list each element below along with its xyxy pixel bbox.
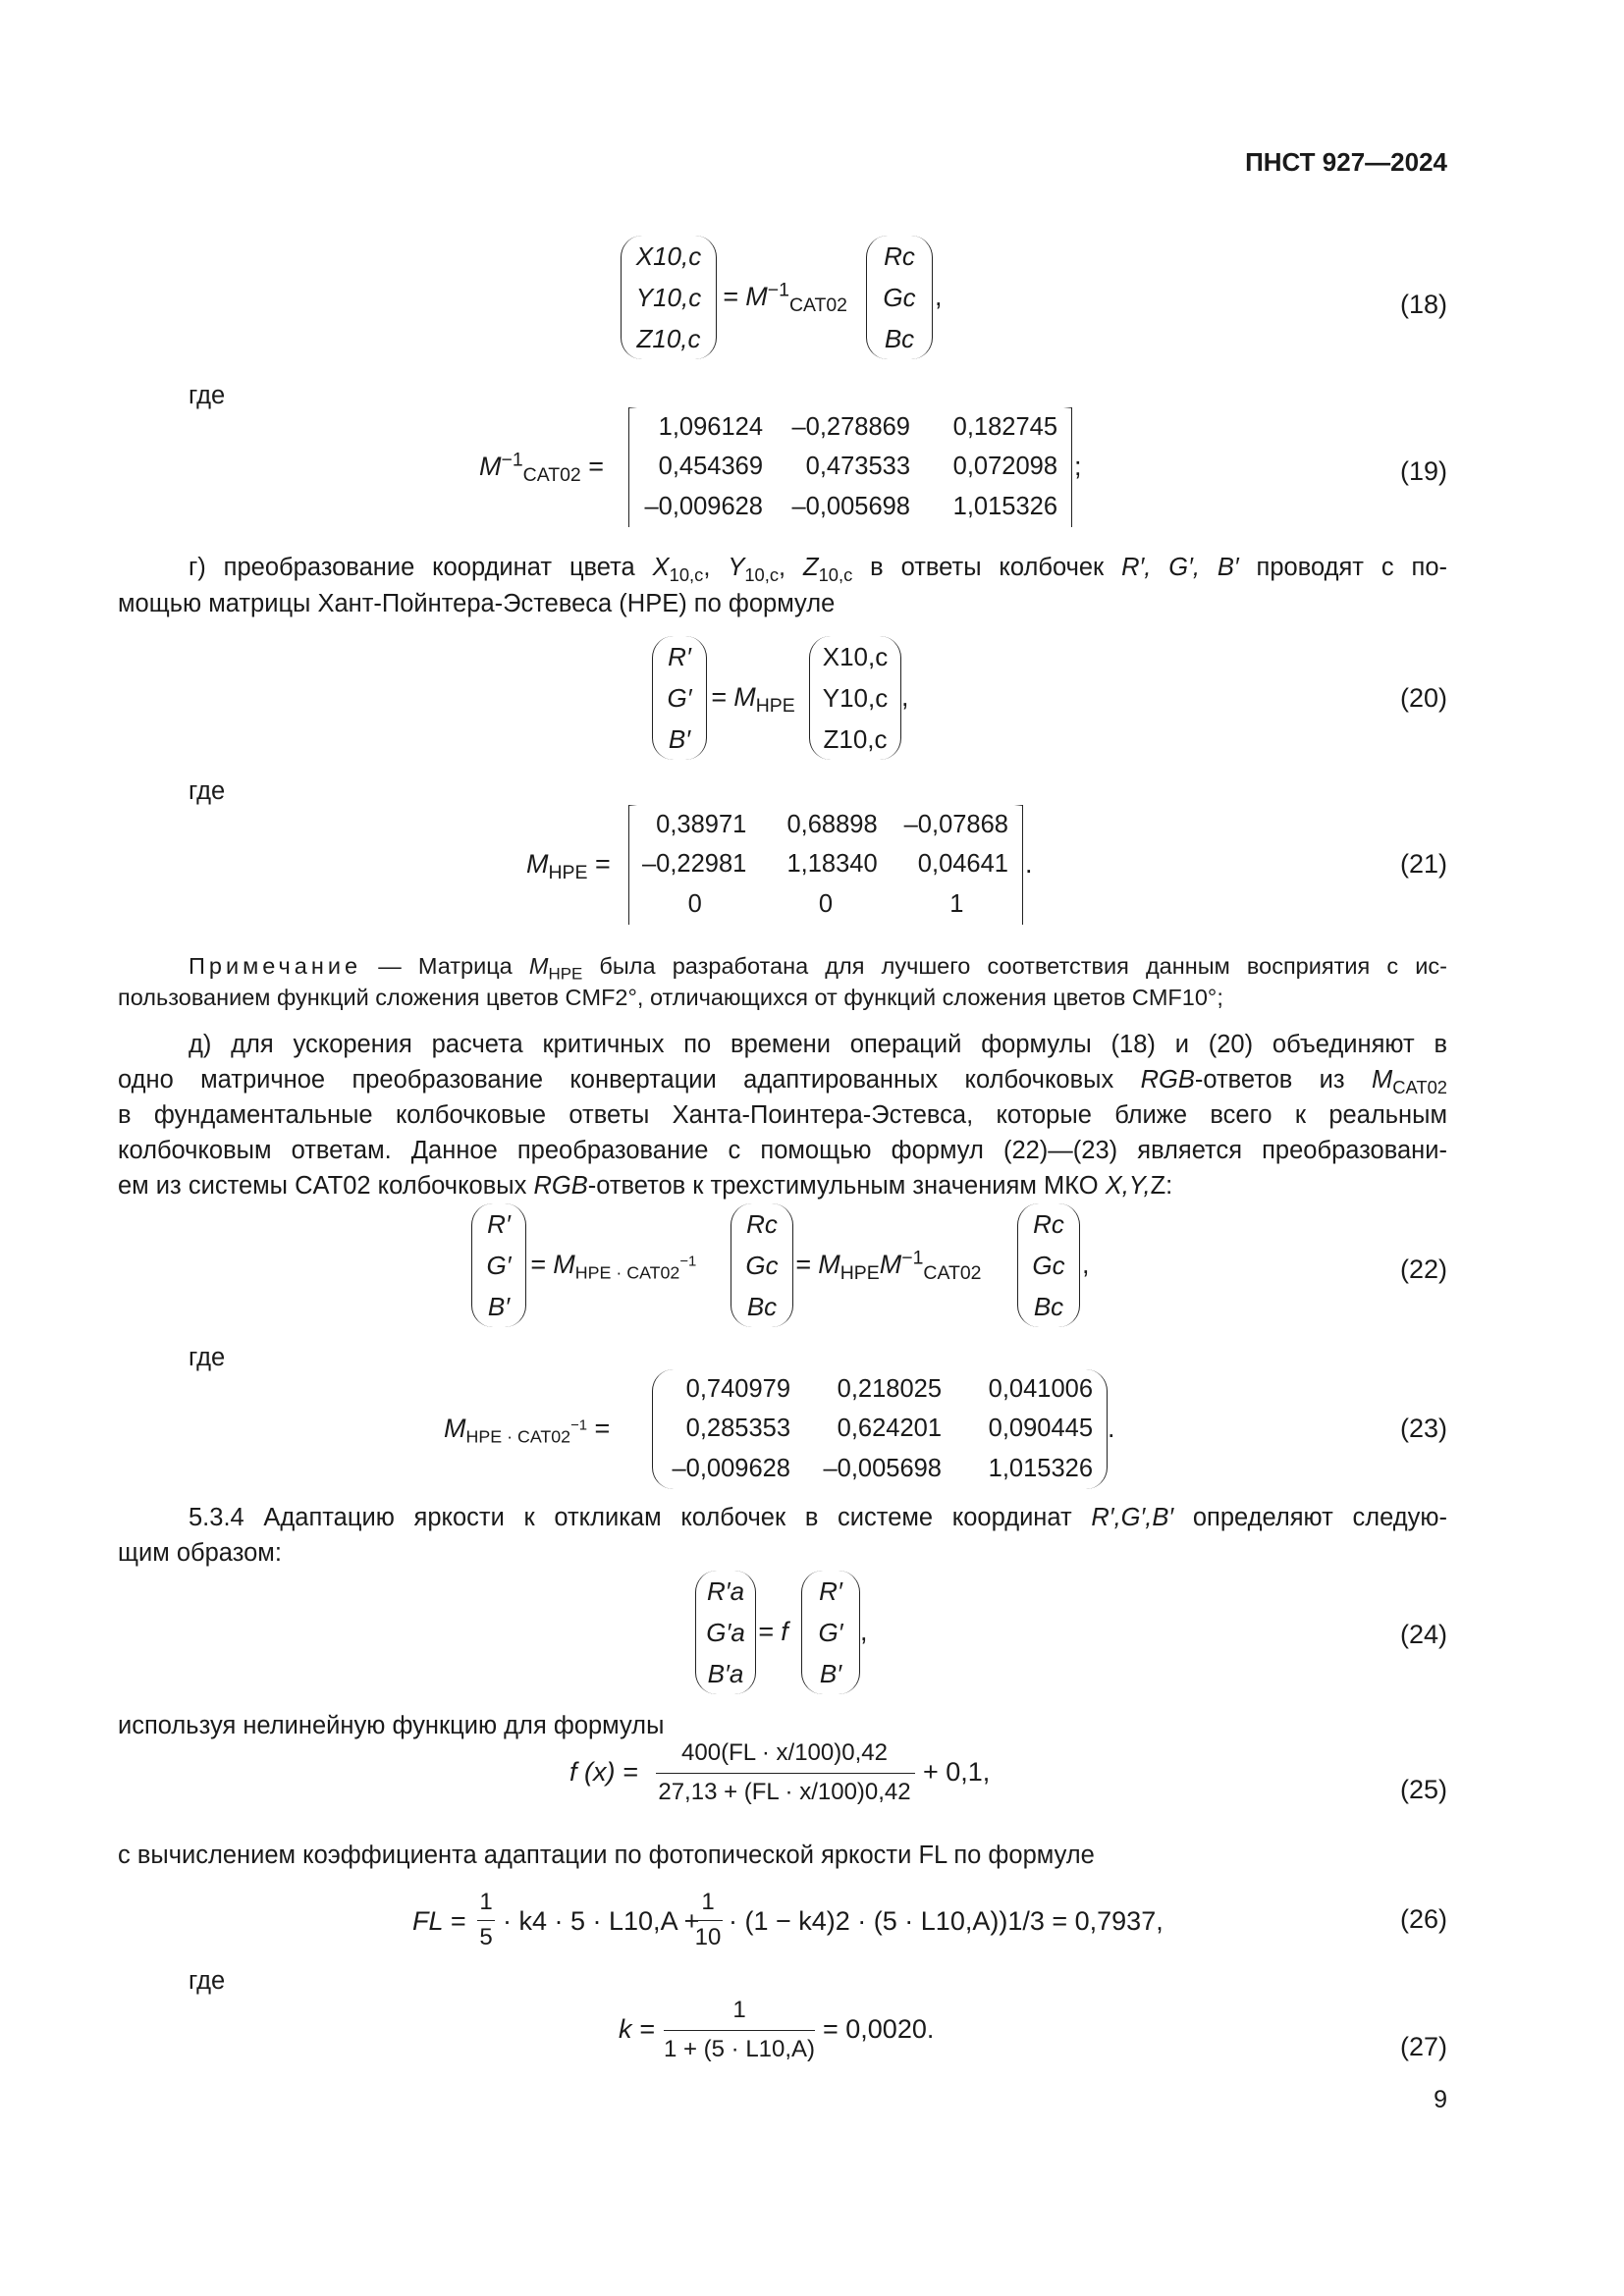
paragraph-g: г) преобразование координат цвета $X_{10,c}$, $Y_{10,c}$, $Z_{10,c}$ в ответы колбочек R′, G′, B′ проводят с по- [189, 554, 1447, 585]
eq18-lhs-vector: X10,c Y10,c Z10,c [621, 236, 717, 359]
label-where: где [189, 777, 226, 805]
eq20-lhs-vector: R′ G′ B′ [652, 636, 707, 760]
equation-23: $M_{HPE \cdot CAT02}^{-1}$ = 0,740979 0,218025 0,041006 0,285353 0,624201 0,090445 –0,009628 –0,005698 1,015326 . (23) [0, 1369, 1624, 1492]
eq27-denominator: 1 + (5 · L10,A) [663, 2036, 816, 2062]
equation-24: R′a G′a B′a = f R′ G′ B′ , (24) [0, 1571, 1624, 1698]
eq19-matrix: 1,096124 –0,278869 0,182745 0,454369 0,473533 0,072098 –0,009628 –0,005698 1,015326 [628, 407, 1072, 527]
equation-number: (18) [1399, 290, 1447, 319]
equation-27: k = 1 1 + (5 · L10,A) = 0,0020. (27) [619, 1997, 1447, 2062]
equation-number: (23) [1399, 1414, 1447, 1443]
eq21-matrix: 0,38971 0,68898 –0,07868 –0,22981 1,18340 0,04641 0 0 1 [628, 805, 1023, 925]
equation-21: $M_{HPE}$ = 0,38971 0,68898 –0,07868 –0,22981 1,18340 0,04641 0 0 1 . (21) [0, 805, 1624, 928]
eq25-numerator: 400(FL · x/100)0,42 [681, 1739, 888, 1766]
equation-number: (24) [1399, 1620, 1447, 1649]
eq18-rhs-vector: Rc Gc Bc [866, 236, 933, 359]
eq25-denominator: 27,13 + (FL · x/100)0,42 [658, 1779, 911, 1805]
document-header: ПНСТ 927—2024 [1245, 147, 1447, 177]
label-where: где [189, 1967, 226, 1995]
equation-20: R′ G′ B′ = $M_{HPE}$ X10,c Y10,c Z10,c , (20) [0, 636, 1624, 764]
text-coefficient: с вычислением коэффициента адаптации по фотопической яркости FL по формуле [118, 1842, 1095, 1869]
paragraph-d-line3: в фундаментальные колбочковые ответы Ханта-Поинтера-Эстевса, которые ближе всего к реальным [118, 1101, 1447, 1129]
text-nonlinear: используя нелинейную функцию для формулы [118, 1712, 665, 1739]
equation-22: R′ G′ B′ = $M_{HPE \cdot CAT02}^{-1}$ Rc Gc Bc = $M_{HPE}M^{-1}_{CAT02}$ Rc Gc Bc , (22) [0, 1203, 1624, 1331]
eq20-rhs-vector: X10,c Y10,c Z10,c [809, 636, 901, 760]
equation-18: X10,c Y10,c Z10,c = $M^{-1}_{CAT02}$ Rc Gc Bc , (18) [0, 236, 1624, 363]
paragraph-d-line4: колбочковым ответам. Данное преобразование с помощью формул (22)—(23) является преобразовани- [118, 1137, 1447, 1164]
eq22-lhs-vector: R′ G′ B′ [471, 1203, 526, 1327]
note-line1: Примечание — Матрица $M_{HPE}$ была разработана для лучшего соответствия данным восприятия с ис- [189, 953, 1447, 984]
equation-number: (26) [1399, 1904, 1447, 1934]
paragraph-d-line1: д) для ускорения расчета критичных по времени операций формулы (18) и (20) объединяют в [189, 1031, 1447, 1058]
equation-19: $M^{-1}_{CAT02}$ = 1,096124 –0,278869 0,182745 0,454369 0,473533 0,072098 –0,009628 –0,005698 1,015326 ; (19) [0, 407, 1624, 530]
eq18-operator: = M [723, 282, 768, 311]
equation-number: (22) [1399, 1255, 1447, 1284]
label-where: где [189, 1344, 226, 1371]
paragraph-d-line5: ем из системы CAT02 колбочковых RGB-ответов к трехстимульным значениям МКО X,Y,Z: [118, 1172, 1173, 1200]
paragraph-g-line2: мощью матрицы Хант-Пойнтера-Эстевеса (HPE) по формуле [118, 590, 836, 617]
label-where: где [189, 382, 226, 409]
equation-number: (25) [1399, 1775, 1447, 1804]
equation-25: f (x) = 400(FL · x/100)0,42 27,13 + (FL · x/100)0,42 + 0,1, (25) [569, 1739, 1447, 1805]
eq23-matrix: 0,740979 0,218025 0,041006 0,285353 0,624201 0,090445 –0,009628 –0,005698 1,015326 [652, 1369, 1108, 1489]
eq24-lhs-vector: R′a G′a B′a [695, 1571, 756, 1694]
paragraph-d-line2: одно матричное преобразование конвертации адаптированных колбочковых RGB-ответов из $M_{CAT02}$ [118, 1066, 1447, 1097]
equation-number: (27) [1399, 2032, 1447, 2061]
equation-26: FL = 1 5 · k4 · 5 · L10,A + 1 10 · (1 − k4)2 · (5 · L10,A))1/3 = 0,7937, (26) [412, 1889, 1447, 1950]
eq27-numerator: 1 [732, 1997, 746, 2023]
equation-number: (21) [1399, 849, 1447, 879]
note-line2: пользованием функций сложения цветов CMF2°, отличающихся от функций сложения цветов CMF10°; [118, 985, 1223, 1010]
paragraph-5-3-4: 5.3.4 Адаптацию яркости к откликам колбочек в системе координат R′,G′,B′ определяют следую- [189, 1504, 1447, 1531]
equation-number: (19) [1399, 456, 1447, 486]
note-label: Примечание [189, 953, 362, 979]
paragraph-5-3-4-line2: щим образом: [118, 1539, 282, 1567]
eq22-rhs-vector: Rc Gc Bc [1017, 1203, 1080, 1327]
equation-number: (20) [1399, 683, 1447, 713]
eq24-rhs-vector: R′ G′ B′ [801, 1571, 860, 1694]
page-number: 9 [1434, 2086, 1447, 2113]
eq22-mid-vector: Rc Gc Bc [731, 1203, 793, 1327]
